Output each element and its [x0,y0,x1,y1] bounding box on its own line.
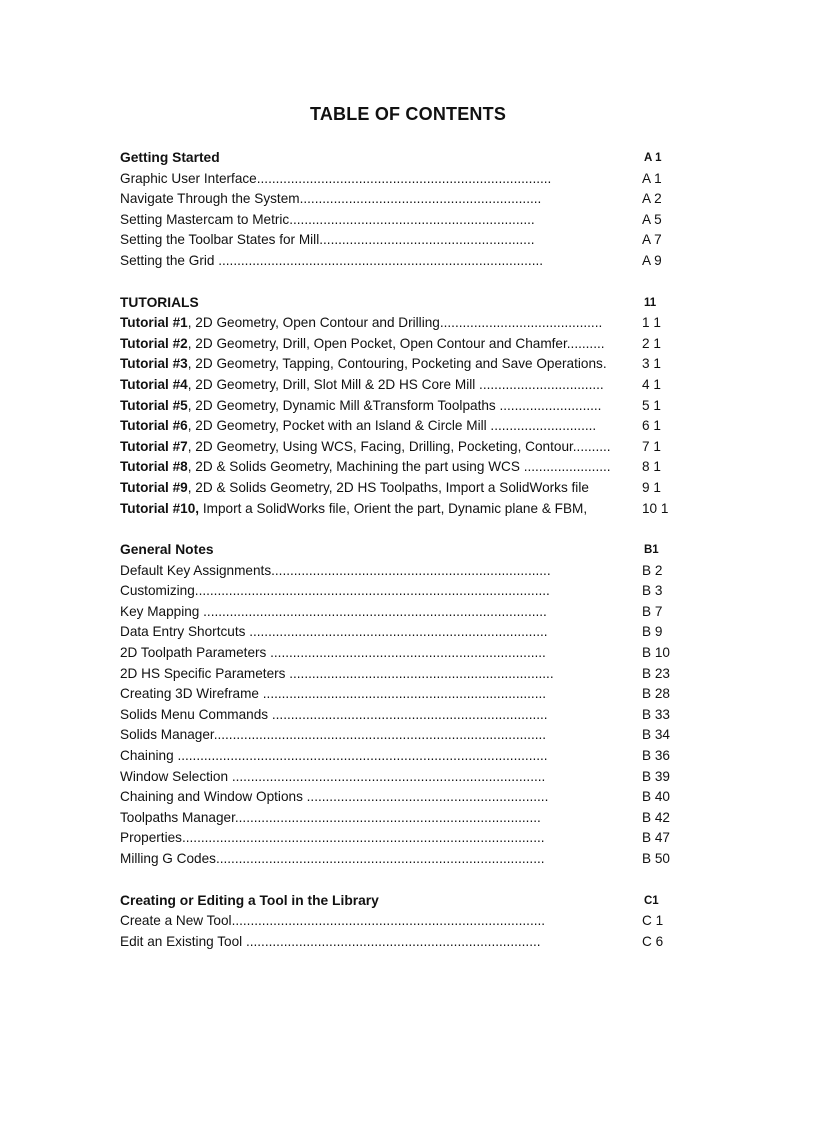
toc-dot-leader: .............................................................................. [242,933,541,949]
toc-entry-text: Customizing [120,583,195,599]
toc-entry-title [120,191,541,206]
toc-page-number: 3 1 [640,354,661,375]
toc-page-number: B 39 [640,767,670,788]
toc-entry-title [120,583,550,598]
toc-dot-leader: .......... [566,335,605,351]
toc-page-number: A 1 [640,169,662,190]
toc-entry-title [120,563,551,578]
toc-entry-title [120,253,543,268]
toc-dot-leader: ................................................................ [302,789,549,805]
toc-entry-text: Edit an Existing Tool [120,933,243,949]
toc-page-number: B 9 [640,622,662,643]
toc-entry-text: , 2D & Solids Geometry, Machining the part using WCS [187,459,520,475]
toc-entry[interactable] [120,622,680,643]
toc-entry-text: , 2D Geometry, Dynamic Mill &Transform Toolpaths [187,397,496,413]
toc-entry[interactable] [120,767,680,788]
toc-entry-text: Default Key Assignments [120,562,272,578]
toc-entry-bold-label: Tutorial #2 [120,335,188,351]
toc-page-number: A 2 [640,189,662,210]
toc-entry-title [120,336,605,351]
toc-entry-title [120,666,554,681]
toc-entry-text: Key Mapping [120,603,200,619]
toc-entry-text: 2D Toolpath Parameters [120,645,267,661]
toc-dot-leader: .............................................................................................. [194,583,550,599]
toc-entry[interactable] [120,375,680,396]
toc-entry-text: , 2D Geometry, Drill, Slot Mill & 2D HS Core Mill [187,376,476,392]
toc-entry[interactable] [120,354,680,375]
toc-page-number: 7 1 [640,437,661,458]
toc-dot-leader: ............................ [486,418,597,434]
toc-entry[interactable] [120,684,680,705]
toc-entry-text: Setting Mastercam to Metric [120,211,290,227]
toc-entry-text: Setting the Toolbar States for Mill [120,232,320,248]
toc-entry-title [120,789,548,804]
toc-dot-leader: ............................................................................... [245,624,548,640]
page-title: TABLE OF CONTENTS [309,104,507,124]
toc-entry[interactable] [120,169,680,190]
toc-entry-title [120,624,548,639]
toc-page-number: B 50 [640,849,670,870]
toc-dot-leader: ....................... [519,459,611,475]
section-heading-text: General Notes [120,542,214,558]
toc-dot-leader: ................................. [475,376,604,392]
toc-page-number: 8 1 [640,457,661,478]
toc-entry[interactable] [120,396,680,417]
toc-entry-bold-label: Tutorial #4 [120,376,188,392]
toc-dot-leader: ................................................................................................ [181,830,545,846]
toc-entry-text: Toolpaths Manager [120,809,235,825]
toc-entry-text: Setting the Grid [120,252,215,268]
toc-entry[interactable] [120,787,680,808]
toc-page-number: 6 1 [640,416,661,437]
toc-entry[interactable] [120,313,680,334]
toc-entry-text: Graphic User Interface [120,170,257,186]
toc-entry-text: Solids Manager [120,727,214,743]
table-of-contents [120,148,680,973]
toc-entry-title [120,686,546,701]
toc-entry-bold-label: Tutorial #5 [120,397,188,413]
toc-page-number: B 42 [640,808,670,829]
toc-page-number: A 7 [640,230,662,251]
toc-entry-title [120,232,535,247]
toc-page-number: B 33 [640,705,670,726]
toc-entry-title [120,707,548,722]
toc-dot-leader: ...................................................................................... [214,252,544,268]
toc-entry-text: Creating 3D Wireframe [120,686,259,702]
toc-section [120,540,680,870]
toc-entry-title [120,439,611,454]
toc-entry-text: Milling G Codes [120,851,216,866]
toc-dot-leader: ......................................................................... [266,645,546,661]
toc-page-number: C 1 [640,911,663,932]
section-heading[interactable] [120,293,680,314]
toc-page-number: 2 1 [640,334,661,355]
toc-dot-leader: ......................................................................... [268,706,548,722]
section-heading-text: TUTORIALS [120,294,199,310]
toc-entry-title [120,459,611,474]
toc-entry-text: , 2D & Solids Geometry, 2D HS Toolpaths, Import a SolidWorks file [187,479,589,495]
toc-dot-leader: .............................................................................. [256,170,552,186]
toc-entry[interactable] [120,746,680,767]
toc-entry-bold-label: Tutorial #8 [120,459,188,475]
toc-dot-leader: ................................................................................... [228,768,546,784]
toc-entry[interactable] [120,911,680,932]
toc-entry[interactable] [120,499,680,520]
toc-entry-bold-label: Tutorial #6 [120,418,188,434]
toc-entry[interactable] [120,437,680,458]
toc-entry-title [120,913,545,928]
toc-entry[interactable] [120,643,680,664]
toc-entry-bold-label: Tutorial #10, [120,500,200,516]
toc-entry-title [120,604,547,619]
toc-entry-text: , 2D Geometry, Open Contour and Drilling [187,315,440,331]
toc-section [120,148,680,272]
toc-page-number: B 10 [640,643,670,664]
toc-entry-text: Solids Menu Commands [120,706,269,722]
toc-entry-title [120,171,551,186]
toc-entry-title [120,480,589,495]
toc-entry-text: Import a SolidWorks file, Orient the part, Dynamic plane & FBM, [199,500,588,516]
toc-entry[interactable] [120,561,680,582]
toc-dot-leader: ........................................................................................... [199,603,547,619]
toc-entry[interactable] [120,725,680,746]
toc-page-number: B 47 [640,828,670,849]
toc-section [120,293,680,520]
toc-entry-text: Data Entry Shortcuts [120,624,246,640]
toc-entry[interactable] [120,808,680,829]
toc-page-number: B 36 [640,746,670,767]
toc-dot-leader: ................................................................................. [234,809,541,825]
toc-dot-leader: ................................................................................... [231,913,546,929]
toc-entry-text: Chaining [120,748,174,764]
toc-dot-leader: ........................................... [439,315,603,331]
toc-page-number: 9 1 [640,478,661,499]
toc-entry[interactable] [120,416,680,437]
toc-page-number: B 7 [640,602,662,623]
toc-entry-title [120,501,587,516]
toc-page-number: 4 1 [640,375,661,396]
toc-entry-title [120,727,546,742]
toc-dot-leader: .................................................................................................. [173,748,548,764]
toc-entry-text: Properties [120,830,182,846]
toc-entry-text: , 2D Geometry, Drill, Open Pocket, Open Contour and Chamfer [187,335,567,351]
section-heading[interactable] [120,148,680,169]
toc-entry[interactable] [120,478,680,499]
toc-entry[interactable] [120,849,680,870]
toc-section [120,891,680,953]
toc-entry[interactable] [120,602,680,623]
section-heading[interactable] [120,540,680,561]
toc-entry-title [120,830,545,845]
toc-entry-text: Window Selection [120,768,229,784]
toc-entry-title [120,418,596,433]
toc-entry-text: , 2D Geometry, Pocket with an Island & Circle Mill [187,418,487,434]
toc-dot-leader: ....................................................................................... [215,851,545,866]
toc-entry-text: , 2D Geometry, Using WCS, Facing, Drilling, Pocketing, Contour [187,438,573,454]
toc-entry[interactable] [120,189,680,210]
toc-dot-leader: ................................................................. [289,211,535,227]
toc-dot-leader: ........................... [495,397,602,413]
section-page-number: 11 [642,293,656,314]
toc-entry-bold-label: Tutorial #3 [120,356,188,372]
toc-page-number: 10 1 [640,499,668,520]
toc-page-number: B 34 [640,725,670,746]
toc-entry-title [120,810,541,825]
toc-entry-text: , 2D Geometry, Tapping, Contouring, Pocketing and Save Operations. [187,356,607,372]
toc-page-number: B 2 [640,561,662,582]
section-heading-text: Creating or Editing a Tool in the Library [120,892,379,908]
section-page-number: C1 [642,891,659,912]
toc-entry[interactable] [120,210,680,231]
toc-dot-leader: .......... [572,438,611,454]
toc-entry-text: Create a New Tool [120,913,232,929]
section-page-number: A 1 [642,148,661,169]
toc-entry-title [120,315,602,330]
toc-entry-title [120,934,541,949]
toc-dot-leader: ...................................................................... [285,665,554,681]
toc-entry-title [120,769,545,784]
toc-page-number: B 40 [640,787,670,808]
toc-entry[interactable] [120,334,680,355]
toc-dot-leader: .......................................................................... [271,562,551,578]
toc-page-number: B 23 [640,664,670,685]
toc-entry[interactable] [120,664,680,685]
toc-entry-title [120,356,607,371]
toc-entry-bold-label: Tutorial #7 [120,438,188,454]
toc-entry-title [120,851,545,866]
toc-entry[interactable] [120,230,680,251]
toc-entry-text: Navigate Through the System [120,191,300,207]
toc-entry[interactable] [120,457,680,478]
toc-page-number: C 6 [640,932,663,953]
toc-entry-text: 2D HS Specific Parameters [120,665,286,681]
toc-page-number: B 28 [640,684,670,705]
toc-entry[interactable] [120,705,680,726]
toc-dot-leader: ......................................................... [319,232,535,248]
toc-dot-leader: ................................................................ [299,191,542,207]
toc-dot-leader: ........................................................................................ [213,727,547,743]
toc-entry-bold-label: Tutorial #1 [120,315,188,331]
toc-entry-title [120,645,546,660]
toc-entry-text: Chaining and Window Options [120,789,303,805]
toc-page-number: B 3 [640,581,662,602]
section-heading-text: Getting Started [120,150,220,165]
section-heading[interactable] [120,891,680,912]
section-page-number: B1 [642,540,659,561]
toc-page-number: 1 1 [640,313,661,334]
toc-entry-title [120,212,535,227]
toc-entry-title [120,377,604,392]
toc-entry-title [120,748,548,763]
toc-entry[interactable] [120,251,680,272]
toc-dot-leader: ........................................................................... [259,686,547,702]
toc-page-number: 5 1 [640,396,661,417]
toc-entry-bold-label: Tutorial #9 [120,479,188,495]
toc-entry-title [120,398,601,413]
toc-entry[interactable] [120,828,680,849]
toc-entry[interactable] [120,581,680,602]
toc-page-number: A 9 [640,251,662,272]
toc-entry[interactable] [120,932,680,953]
toc-page-number: A 5 [640,210,662,231]
